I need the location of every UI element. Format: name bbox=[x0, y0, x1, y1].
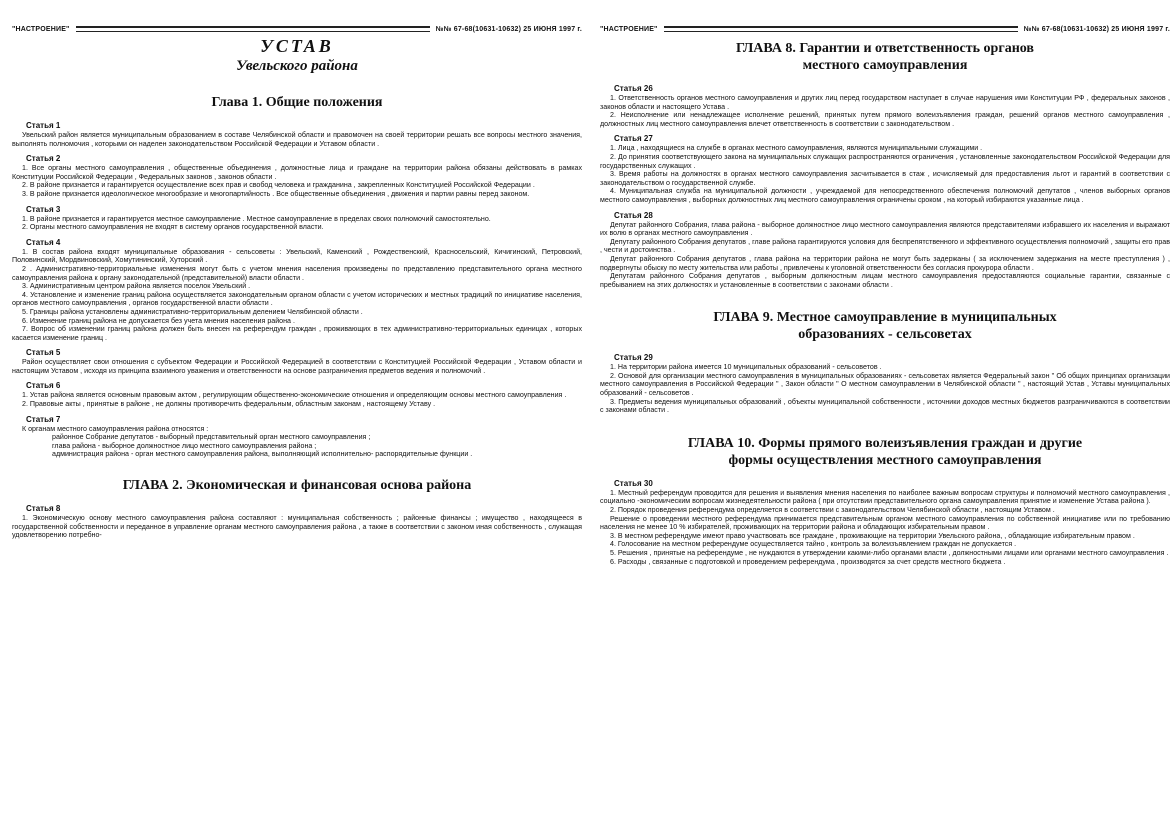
article-paragraph: Депутат районного Собрания депутатов , глава района на территории района не могут быть задержаны ( за исключением задержания на месте преступления ) , подвергнуты обыску по месту жительства или работы , привлечены к уголовной ответственности без согласия прокурора области . bbox=[600, 254, 1170, 272]
document-title: УСТАВ bbox=[260, 36, 334, 56]
article-paragraph: 1. Устав района является основным правовым актом , регулирующим общественно-экономические отношения и определяющим основы местного самоуправления . bbox=[22, 391, 567, 400]
article-paragraph: 1. Ответственность органов местного самоуправления и других лиц перед государством наступает в случае нарушения ими Конституции РФ , федеральных законов , законов области и настоящего Устава . bbox=[600, 94, 1170, 111]
article-paragraph: 3. В местном референдуме имеют право участвовать все граждане , проживающие на территории Увельского района, , обладающие избирательным правом . bbox=[610, 531, 1135, 540]
article-paragraph: 2. Основой для организации местного самоуправления в муниципальных образованиях - сельсоветах является Федеральный закон " Об общих принципах организации местного самоуправления в Российской Федерации " , Закон области " О местном самоуправлении в Челябинской области " , настоящий Устав , Уставы муниципальных образований - сельсоветов . bbox=[600, 371, 1170, 398]
article-paragraph: 3. Предметы ведения муниципальных образований , объекты муниципальной собственности , источники доходов местных бюджетов разграничиваются в соответствии с законами области . bbox=[600, 397, 1170, 415]
article-paragraph: Депутату районного Собрания депутатов , главе района гарантируются условия для беспрепятственного и эффективного осуществления полномочий , защиты его прав , чести и достоинства . bbox=[600, 237, 1170, 255]
chapter-1-title: Глава 1. Общие положения bbox=[211, 95, 383, 110]
article-paragraph: Депутат районного Собрания, глава района - выборное должностное лицо местного самоуправления являются представителями избравшего их населения и выражают их волю в органах местного самоуправления . bbox=[600, 220, 1170, 238]
articles-group bbox=[600, 479, 1170, 566]
masthead-rule bbox=[664, 26, 1018, 32]
article-paragraph: Увельский район является муниципальным образованием в составе Челябинской области и правомочен на своей территории решать все вопросы местного значения, выполнять полномочия , которыми он наделен законодательством Российской Федерации и Уставом области . bbox=[12, 131, 582, 148]
document-subtitle: Увельского района bbox=[236, 58, 358, 74]
article-paragraph: 1. На территории района имеется 10 муниципальных образований - сельсоветов . bbox=[610, 363, 882, 372]
article-list-item: глава района - выборное должностное лицо местного самоуправления района ; bbox=[52, 441, 317, 450]
article-paragraph: 3. Время работы на должностях в органах местного самоуправления засчитывается в стаж , исчисляемый для предоставления льгот и гарантий в соответствии с законодательством о государственной службе. bbox=[600, 170, 1170, 187]
left-page bbox=[12, 0, 582, 814]
article-paragraph: 2 . Административно-территориальные изменения могут быть с учетом мнения населения произведены по представлению представительного органа местного самоуправления района к органу законодательной (представительной) власти области . bbox=[12, 264, 582, 282]
article bbox=[600, 479, 1170, 566]
article-paragraph: 4. Муниципальная служба на муниципальной должности , учреждаемой для непосредственного обеспечения полномочий депутатов , членов выборных органов местного самоуправления , выборных должностных лиц местного самоуправления ограничены сроком , на который избираются указанные лица . bbox=[600, 187, 1170, 204]
article bbox=[600, 84, 1170, 128]
article-paragraph: 3. Административным центром района является поселок Увельский . bbox=[22, 282, 251, 291]
article-title: Статья 8 bbox=[26, 504, 61, 514]
articles-group bbox=[12, 504, 582, 540]
article-title: Статья 3 bbox=[26, 204, 61, 214]
article-paragraph: 4. Голосование на местном референдуме осуществляется тайно , контроль за волеизъявлением граждан не допускается . bbox=[610, 540, 1017, 549]
article-paragraph: 2. В районе признается и гарантируется осуществление всех прав и свобод человека и гражданина , закрепленных Конституцией Российской Федерации . bbox=[22, 181, 535, 190]
article-paragraph: 2. Неисполнение или ненадлежащее исполнение решений, принятых путем прямого волеизъявления граждан, решений органов местного самоуправления , должностных лиц местного самоуправления влечет ответственность в соответствии с законодательством . bbox=[600, 111, 1170, 128]
article-paragraph: 5. Границы района установлены административно-территориальным делением Челябинской области . bbox=[22, 307, 363, 316]
article bbox=[600, 211, 1170, 290]
article-paragraph: 2. Порядок проведения референдума определяется в соответствии с законодательством Челябинской области , настоящим Уставом . bbox=[610, 506, 1055, 515]
masthead-issue: №№ 67-68(10631-10632) 25 ИЮНЯ 1997 г. bbox=[435, 25, 582, 33]
article-title: Статья 29 bbox=[614, 353, 653, 363]
article-paragraph: 1. Местный референдум проводится для решения и выявления мнения населения по наиболее важным вопросам структуры и полномочий местного самоуправления , социально -экономическим вопросам жизнедеятельности района ( при отсутствии представительного органа самоуправления принятие и изменение Устава района ). bbox=[600, 488, 1170, 506]
article-list-item: районное Собрание депутатов - выборный представительный орган местного самоуправления ; bbox=[52, 433, 371, 442]
article-title: Статья 6 bbox=[26, 381, 61, 391]
chapter-9-title: ГЛАВА 9. Местное самоуправление в муниципальных образованиях - сельсоветах bbox=[713, 310, 1057, 343]
chapter-8-title: ГЛАВА 8. Гарантии и ответственность органов местного самоуправления bbox=[736, 41, 1034, 73]
article-title: Статья 4 bbox=[26, 237, 61, 247]
article-paragraph: 1. Все органы местного самоуправления , общественные объединения , должностные лица и граждане на территории района обязаны действовать в рамках Конституции Российской Федерации , Федеральных законов , законов области . bbox=[12, 164, 582, 181]
article-paragraph: 4. Установление и изменение границ района осуществляется законодательным органом области с учетом исторических и местных традиций по инициативе населения, органов местного самоуправления , органов государственной власти области . bbox=[12, 290, 582, 308]
article-paragraph: 7. Вопрос об изменении границ района должен быть внесен на референдум граждан , проживающих в тех административно-территориальных единицах , которых касается изменение границ . bbox=[12, 325, 582, 342]
right-page bbox=[600, 0, 1170, 814]
article bbox=[12, 381, 582, 408]
articles-group bbox=[600, 353, 1170, 415]
articles-group bbox=[600, 84, 1170, 289]
article-paragraph: 2. До принятия соответствующего закона на муниципальных служащих распространяются ограничения , установленные законодательством Российской Федерации для государственных служащих . bbox=[600, 152, 1170, 170]
article-paragraph: Решение о проведении местного референдума принимается представительным органом местного самоуправления по собственной инициативе или по требованию населения не менее 10 % избирателей, проживающих на территории района и обладающих избирательным правом . bbox=[600, 514, 1170, 532]
article bbox=[12, 154, 582, 198]
article-paragraph: Район осуществляет свои отношения с субъектом Федерации и Российской Федерацией в соответствии с Конституцией Российской Федерации , Уставом области и настоящим Уставом , исходя из принципа взаимного уважения и ответственности на основе разграничения предметов ведения и полномочий . bbox=[12, 358, 582, 375]
article bbox=[12, 238, 582, 343]
article-paragraph: 1. В районе признается и гарантируется местное самоуправление . Местное самоуправление в пределах своих полномочий самостоятельно. bbox=[22, 214, 491, 223]
masthead-rule bbox=[76, 26, 430, 32]
article-paragraph: 1. В состав района входят муниципальные образования - сельсоветы : Увельский, Каменский , Рождественский, Красносельский, Кичигинский, Петровский, Половинский, Мордвиновский, Хомутининский, Хуторский . bbox=[12, 247, 582, 265]
masthead-newspaper-name: "НАСТРОЕНИЕ" bbox=[12, 25, 70, 33]
article-title: Статья 28 bbox=[614, 210, 653, 220]
article-paragraph: 1. Экономическую основу местного самоуправления района составляют : муниципальная собственность ; районные финансы ; имущество , находящееся в государственной собственности и переданное в управление органам местного самоуправления района , а также в соответствии с законом иная собственность , служащая удовлетворению потребно- bbox=[12, 514, 582, 540]
article-list-item: администрация района - орган местного самоуправления района, выполняющий исполнительно- распорядительные функции . bbox=[52, 450, 473, 459]
article bbox=[12, 504, 582, 540]
article-7 bbox=[12, 415, 582, 459]
article-title: Статья 27 bbox=[614, 134, 653, 144]
article-paragraph: 2. Правовые акты , принятые в районе , не должны противоречить федеральным, областным законам , настоящему Уставу . bbox=[22, 400, 436, 409]
article-paragraph: 6. Изменение границ района не допускается без учета мнения населения района . bbox=[22, 316, 295, 325]
article bbox=[600, 134, 1170, 204]
article-paragraph: Депутатам районного Собрания депутатов , выборным должностным лицам местного самоуправления предоставляются социальные гарантии, связанные с пребыванием на этих должностях и установленные в соответствии с законами области . bbox=[600, 272, 1170, 289]
article-title: Статья 30 bbox=[614, 478, 653, 488]
article-title: Статья 26 bbox=[614, 84, 653, 93]
masthead-issue: №№ 67-68(10631-10632) 25 ИЮНЯ 1997 г. bbox=[1023, 25, 1170, 33]
article-paragraph: 6. Расходы , связанные с подготовкой и проведением референдума , производятся за счет средств местного бюджета . bbox=[610, 557, 1006, 566]
article-paragraph: 2. Органы местного самоуправления не входят в систему органов государственной власти. bbox=[22, 223, 324, 232]
article-title: Статья 2 bbox=[26, 154, 61, 164]
article bbox=[600, 353, 1170, 415]
masthead bbox=[600, 22, 1170, 36]
article-title: Статья 7 bbox=[26, 414, 61, 424]
chapter-2-title: ГЛАВА 2. Экономическая и финансовая основа района bbox=[122, 478, 472, 494]
masthead-newspaper-name: "НАСТРОЕНИЕ" bbox=[600, 25, 658, 33]
chapter-10-title: ГЛАВА 10. Формы прямого волеизъявления граждан и другие формы осуществления местного самоуправления bbox=[687, 435, 1083, 468]
article-title: Статья 5 bbox=[26, 348, 61, 358]
articles-group bbox=[12, 121, 582, 409]
article-paragraph: К органам местного самоуправления района относятся : bbox=[22, 424, 209, 433]
article-paragraph: 1. Лица , находящиеся на службе в органах местного самоуправления, являются муниципальными служащими . bbox=[610, 144, 983, 153]
masthead bbox=[12, 22, 582, 36]
article-paragraph: 3. В районе признается идеологическое многообразие и многопартийность . Все общественные объединения , движения и партии равны перед законом. bbox=[22, 189, 530, 198]
article-title: Статья 1 bbox=[26, 121, 61, 130]
article-paragraph: 5. Решения , принятые на референдуме , не нуждаются в утверждении какими-либо органами власти , должностными лицами или органами местного самоуправления . bbox=[610, 549, 1169, 557]
article bbox=[12, 121, 582, 148]
article bbox=[12, 205, 582, 232]
article bbox=[12, 348, 582, 375]
